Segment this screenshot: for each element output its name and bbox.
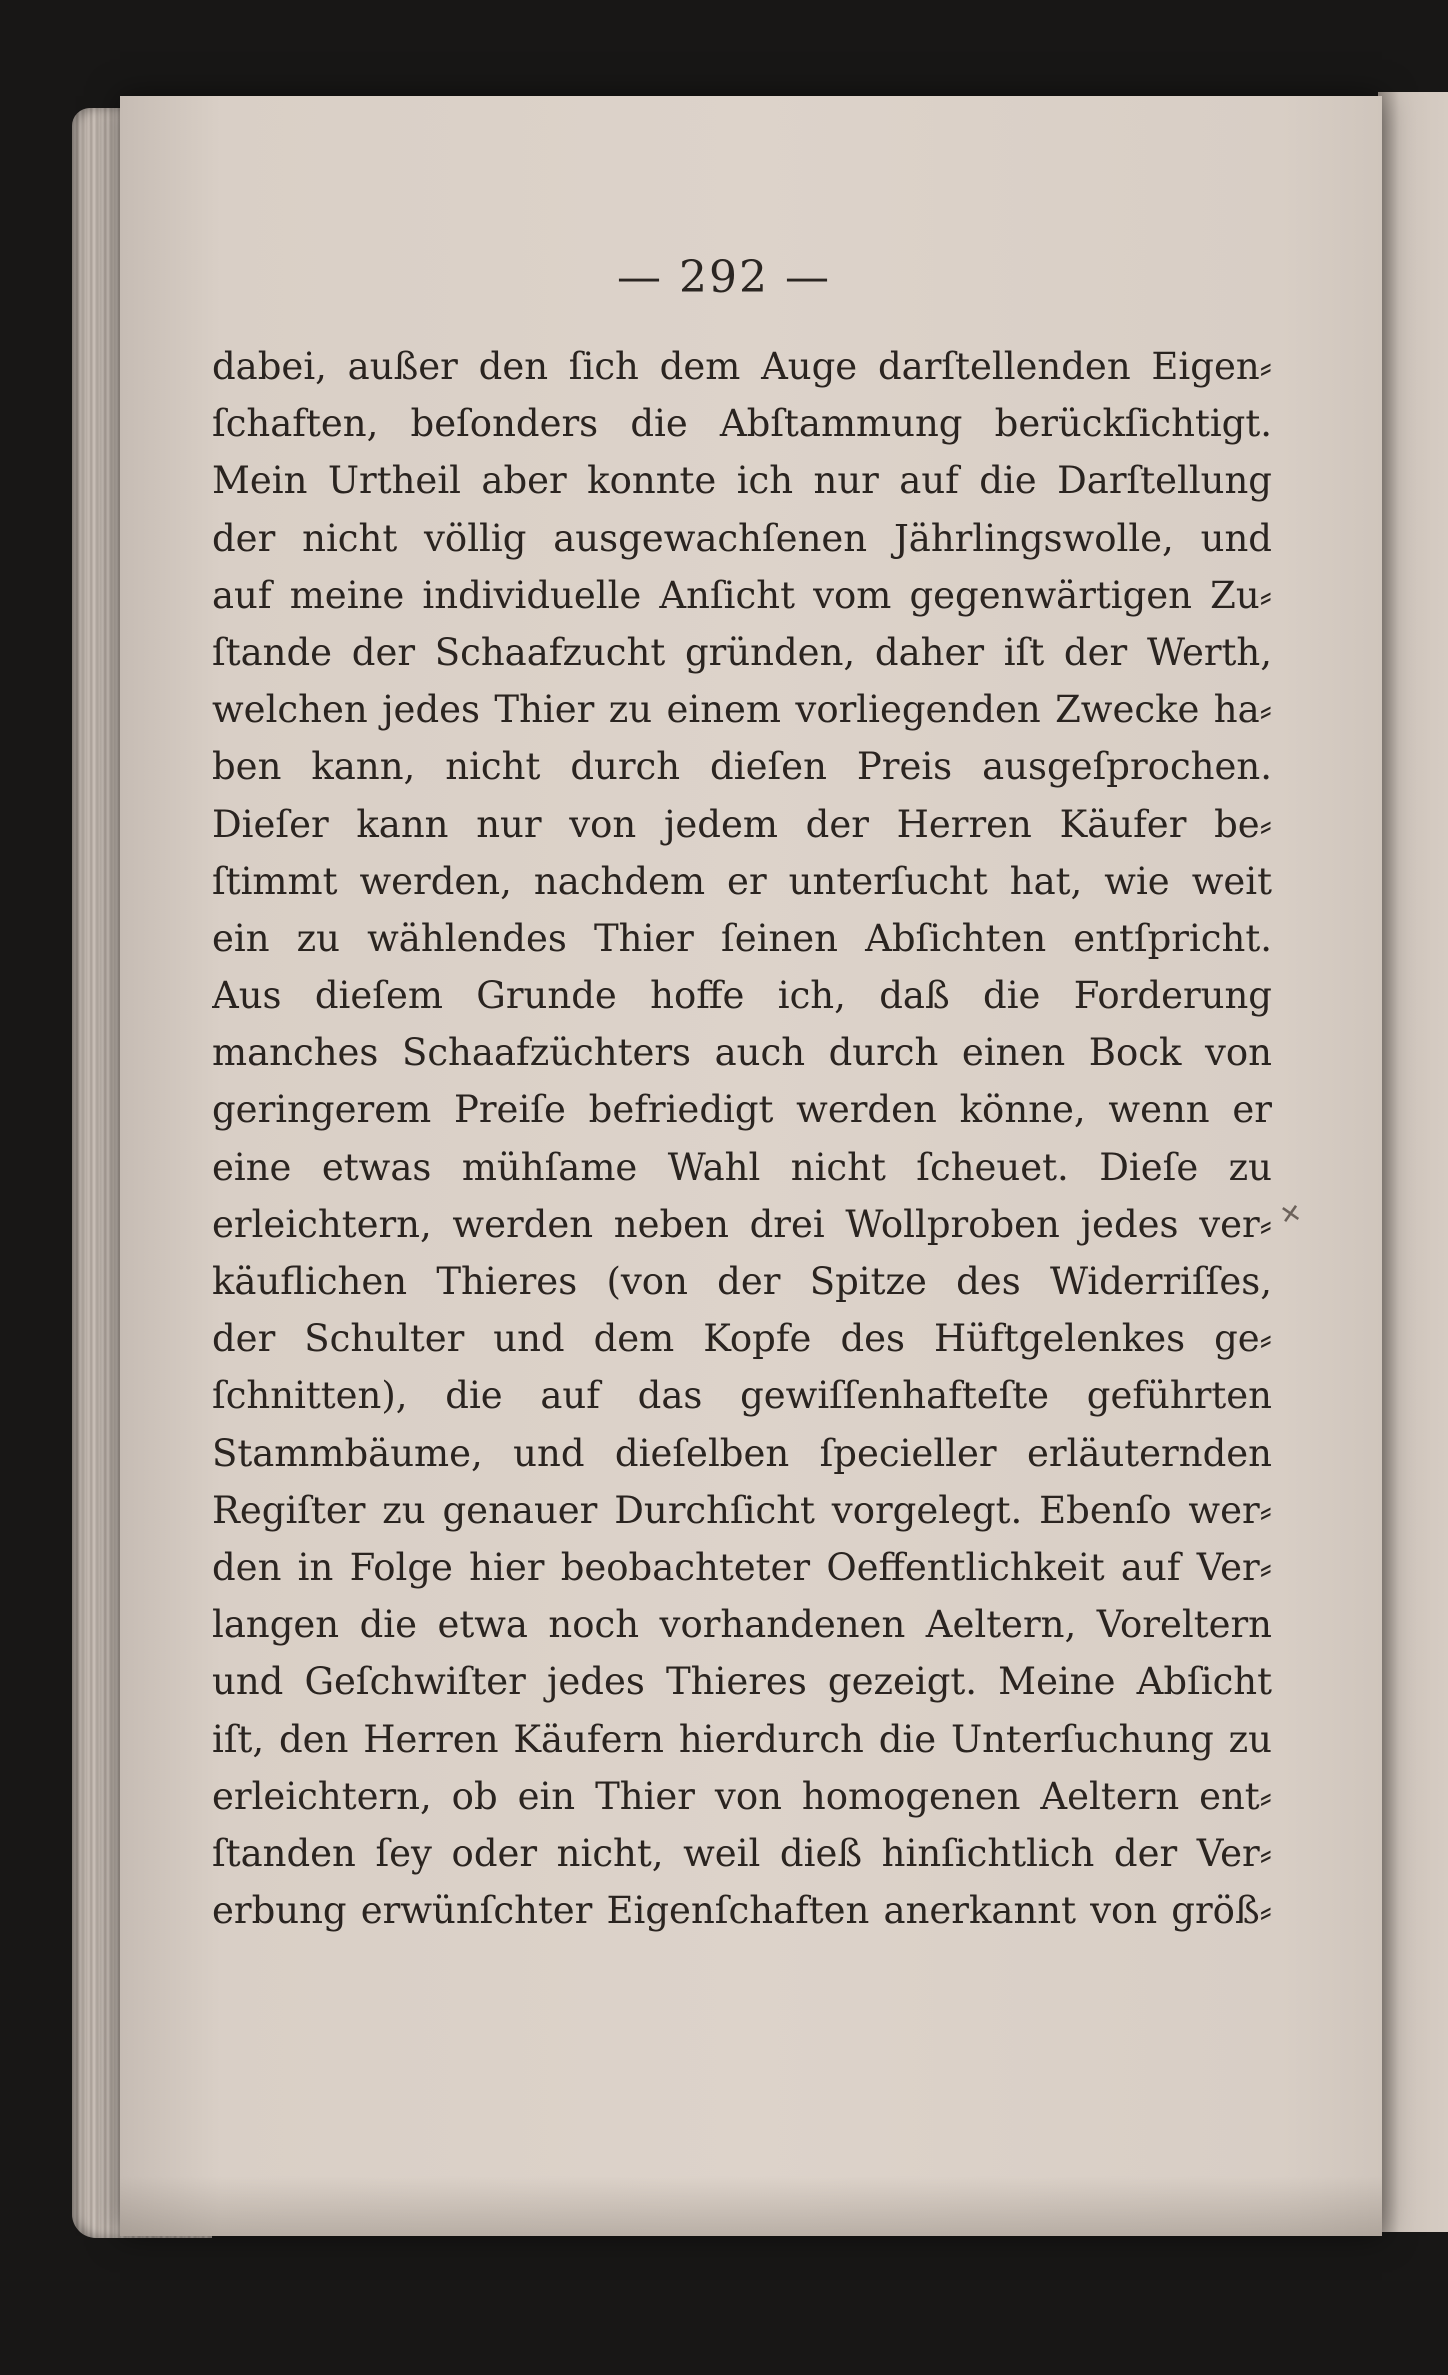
text-line: und Geſchwiſter jedes Thieres gezeigt. Meine Abſicht [212,1660,1272,1704]
margin-pencil-mark: ✕ [1277,1198,1305,1232]
text-line: dabei, außer den ſich dem Auge darſtellenden Eigen⸗ [212,345,1272,388]
text-line: Regiſter zu genauer Durchſicht vorgelegt. Ebenſo wer⸗ [212,1488,1272,1532]
text-line: geringerem Preiſe befriedigt werden könne, wenn er [212,1088,1272,1132]
text-line: iſt, den Herren Käufern hierdurch die Unterſuchung zu [212,1717,1272,1761]
text-line: ben kann, nicht durch dieſen Preis ausgeſprochen. [212,745,1272,789]
text-line: Aus dieſem Grunde hoffe ich, daß die Forderung [212,974,1272,1018]
text-line: eine etwas mühſame Wahl nicht ſcheuet. Dieſe zu [212,1145,1272,1189]
page-number-header: — 292 — [617,252,831,303]
text-line: welchen jedes Thier zu einem vorliegenden Zwecke ha⸗ [212,688,1272,732]
text-line: erleichtern, ob ein Thier von homogenen Aeltern ent⸗ [212,1774,1272,1818]
text-line: Mein Urtheil aber konnte ich nur auf die Darſtellung [212,459,1272,503]
text-line: manches Schaafzüchters auch durch einen Bock von [212,1031,1272,1075]
text-line: käuflichen Thieres (von der Spitze des Widerriſſes, [212,1260,1272,1303]
next-page-edge [1378,92,1448,2232]
text-line: ſtimmt werden, nachdem er unterſucht hat, wie weit [212,859,1272,903]
text-line: den in Folge hier beobachteter Oeffentlichkeit auf Ver⸗ [212,1545,1272,1589]
text-line: auf meine individuelle Anſicht vom gegenwärtigen Zu⸗ [212,573,1272,617]
text-line: ſtanden ſey oder nicht, weil dieß hinſichtlich der Ver⸗ [212,1831,1272,1875]
text-line: erbung erwünſchter Eigenſchaften anerkannt von größ⸗ [212,1889,1272,1933]
text-line: ſtande der Schaafzucht gründen, daher iſt der Werth, [212,630,1272,674]
text-line: ein zu wählendes Thier ſeinen Abſichten entſpricht. [212,916,1272,960]
text-line: der nicht völlig ausgewachſenen Jährlingswolle, und [212,516,1272,560]
body-text [212,338,1272,1939]
text-line: der Schulter und dem Kopfe des Hüftgelenkes ge⸗ [212,1317,1272,1361]
text-line: ſchnitten), die auf das gewiſſenhafteſte geführten [212,1374,1272,1418]
text-line: erleichtern, werden neben drei Wollproben jedes ver⸗ [212,1202,1272,1246]
text-line: ſchaften, beſonders die Abſtammung berückſichtigt. [212,402,1272,446]
text-line: Stammbäume, und dieſelben ſpecieller erläuternden [212,1431,1272,1475]
text-line: Dieſer kann nur von jedem der Herren Käufer be⸗ [212,802,1272,846]
text-line: langen die etwa noch vorhandenen Aeltern, Voreltern [212,1603,1272,1647]
